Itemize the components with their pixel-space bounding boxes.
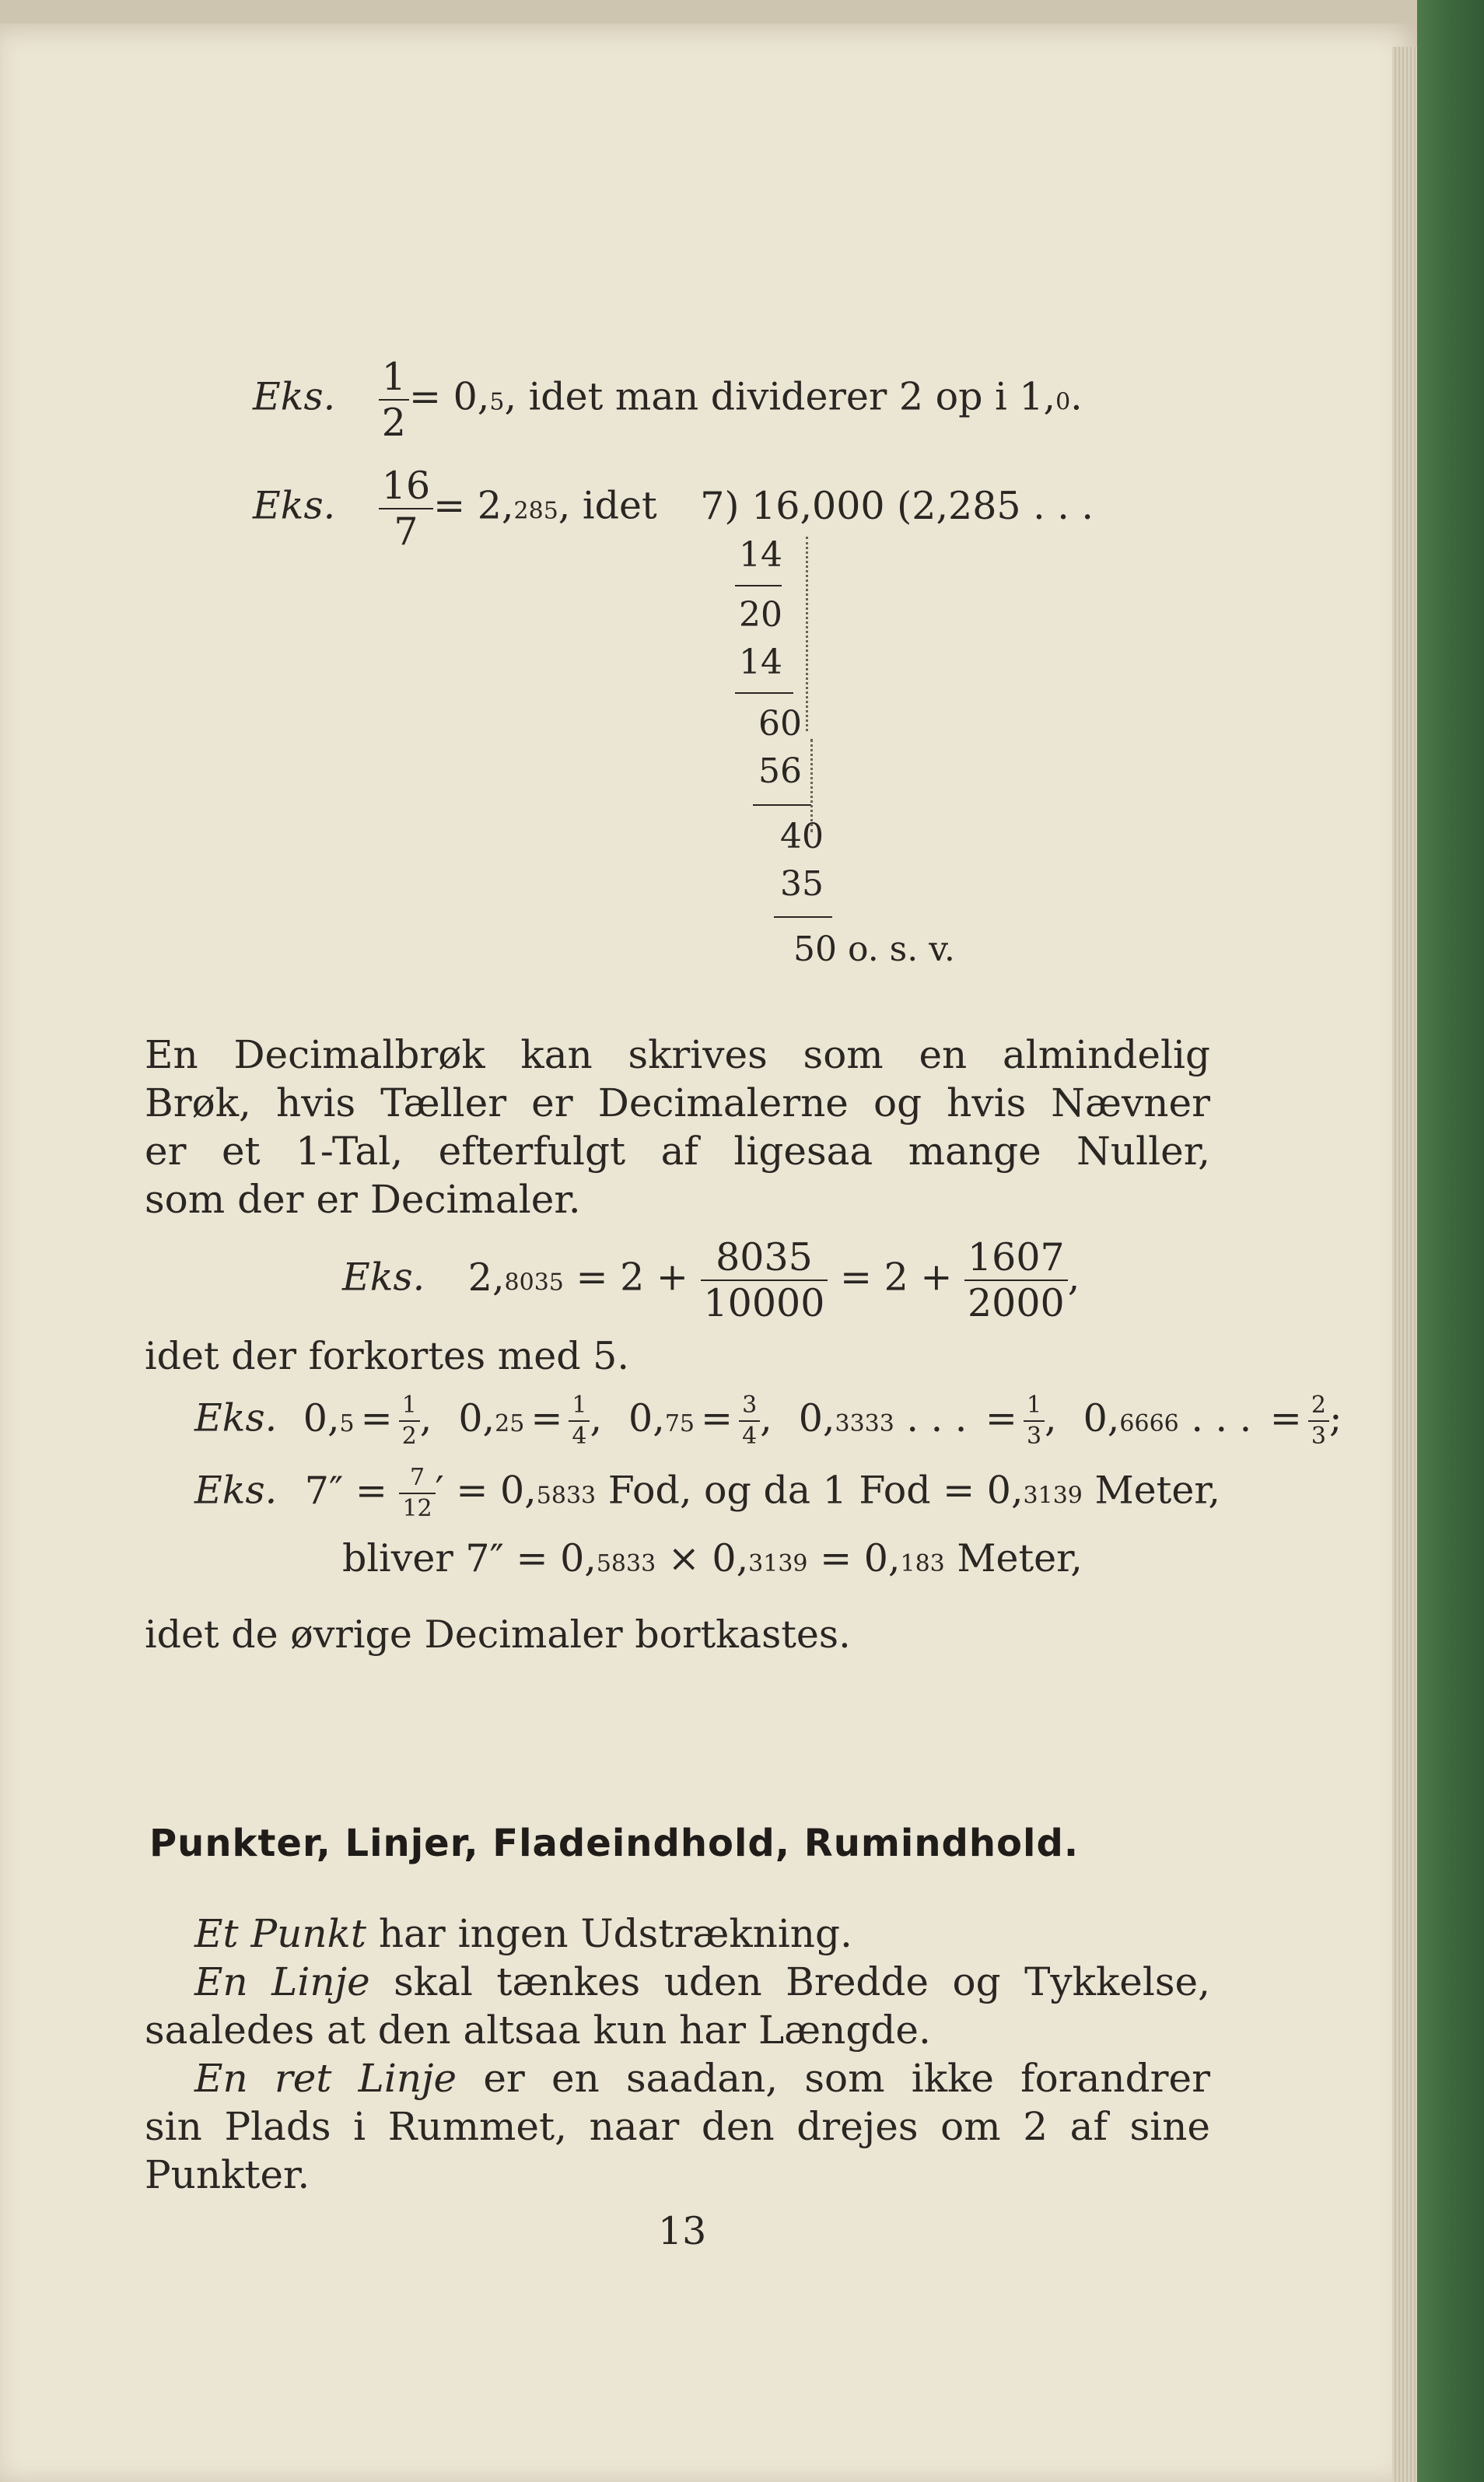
definition-point: Et Punkt har ingen Udstrækning.: [194, 1911, 852, 1956]
example-3: Eks. 2,8035 = 2 + $\frac{8035}{10000}$ = 2 + $\frac{1607}{2000}$ ,: [342, 1235, 1080, 1325]
division-rule: [735, 585, 782, 586]
division-step: 14: [739, 535, 782, 575]
example-4: [194, 1394, 1342, 1448]
decimal-equivalent: 0,6666 . . . = $\frac{2}{3}$ ;: [1083, 1392, 1342, 1450]
line-forkortes: idet der forkortes med 5.: [145, 1334, 629, 1378]
long-division-header: 7) 16,000 (2,285 . . .: [700, 483, 1094, 528]
example-label: Eks.: [342, 1255, 425, 1300]
definition-line: En Linje skal tænkes uden Bredde og Tykkelse,: [194, 1959, 1210, 2004]
paragraph-decimal-fraction: En Decimalbrøk kan skrives som en almindelig Brøk, hvis Tæller er Decimalerne og hvis Nævner er et 1-Tal, efterfulgt af ligesaa mange Nuller, som der er Decimaler.: [145, 1032, 1210, 1222]
definition-straight-line: En ret Linje er en saadan, som ikke forandrer: [194, 2056, 1211, 2101]
decimal-equivalent: 0,3333 . . . = $\frac{1}{3}$ ,: [798, 1392, 1057, 1450]
green-book-binding: [1417, 0, 1484, 2482]
unit-fraction: $\frac{3}{4}$: [739, 1394, 760, 1448]
section-heading: Punkter, Linjer, Fladeindhold, Rumindhold.: [149, 1822, 1080, 1865]
unit-fraction: $\frac{1}{3}$: [1024, 1394, 1045, 1448]
decimal-equivalent: 0,5 = $\frac{1}{2}$ ,: [303, 1392, 432, 1450]
decimal-equivalent: 0,25 = $\frac{1}{4}$ ,: [458, 1392, 603, 1450]
fraction-8035-10000: $\frac{8035}{10000}$: [701, 1238, 828, 1322]
division-step: 20: [739, 595, 782, 635]
division-rule: [774, 916, 832, 918]
division-step: 50 o. s. v.: [793, 929, 955, 969]
example-5-line-2: bliver 7″ = 0,5833 × 0,3139 = 0,183 Meter,: [342, 1536, 1083, 1581]
example-2: Eks. $\frac{16}{7}$ = 2,285, idet 7) 16,000 (2,285 . . .: [253, 464, 1094, 554]
definitions: Et Punkt har ingen Udstrækning. En Linje skal tænkes uden Bredde og Tykkelse, saaledes at den altsaa kun har Længde. En ret Linje er en saadan, som ikke forandrer sin Plads i Rummet, naar den drejes om 2 af sine Punkter.: [145, 1911, 1211, 2197]
division-rule: [735, 692, 793, 694]
example-label: Eks.: [194, 1395, 278, 1441]
example-label: Eks.: [253, 483, 336, 528]
decimal-equivalents: [289, 1392, 1342, 1450]
division-step: 35: [780, 864, 824, 904]
division-step: 56: [758, 751, 802, 791]
example-5: Eks. 7″ = $\frac{7}{12}$ ′ = 0,5833 Fod, og da 1 Fod = 0,3139 Meter,: [194, 1464, 1220, 1522]
division-step: 60: [758, 704, 802, 744]
unit-fraction: $\frac{2}{3}$: [1308, 1394, 1329, 1448]
line-bortkastes: idet de øvrige Decimaler bortkastes.: [145, 1612, 851, 1657]
division-step: 40: [780, 817, 824, 856]
fraction-sixteen-sevenths: $\frac{16}{7}$: [379, 467, 433, 551]
page-stack-edge: [1392, 47, 1417, 2482]
example-label: Eks.: [253, 374, 336, 419]
division-rule: [753, 804, 811, 806]
page-number: 13: [658, 2209, 707, 2253]
fraction-one-half: $\frac{1}{2}$: [379, 358, 409, 442]
unit-fraction: $\frac{1}{4}$: [569, 1394, 590, 1448]
example-label: Eks.: [194, 1468, 278, 1513]
division-guide: [806, 537, 808, 731]
example-1: Eks. $\frac{1}{2}$ = 0,5, idet man dividerer 2 op i 1,0.: [253, 355, 1083, 445]
fraction-seven-twelfths: $\frac{7}{12}$: [399, 1466, 435, 1521]
fraction-1607-2000: $\frac{1607}{2000}$: [964, 1238, 1068, 1322]
division-guide: [810, 739, 813, 832]
decimal-equivalent: 0,75 = $\frac{3}{4}$ ,: [628, 1392, 772, 1450]
unit-fraction: $\frac{1}{2}$: [399, 1394, 420, 1448]
division-step: 14: [739, 642, 782, 682]
